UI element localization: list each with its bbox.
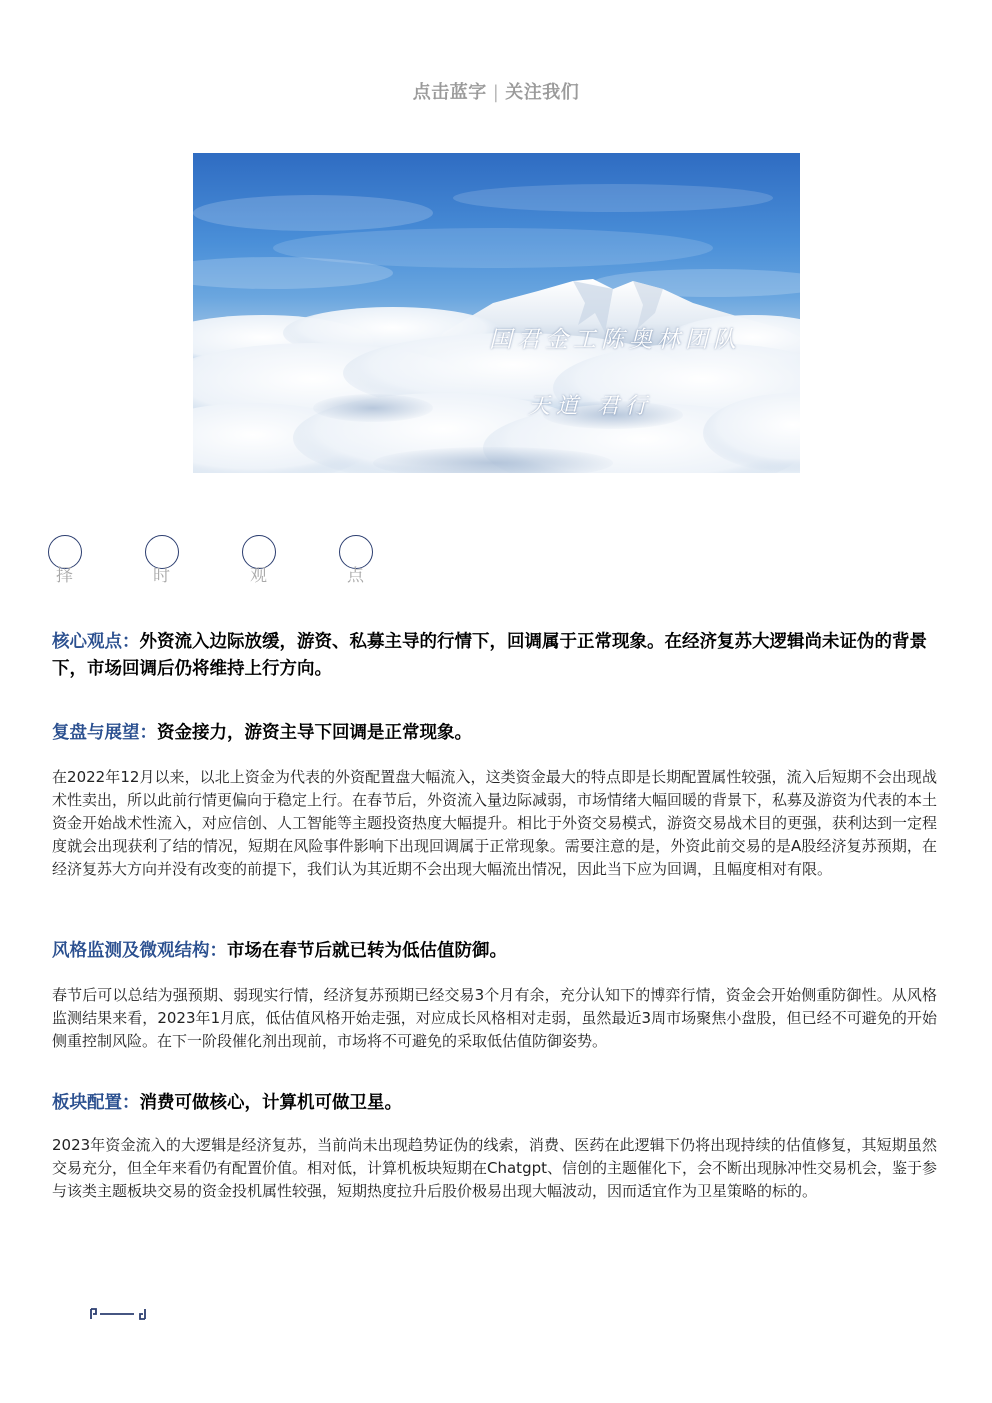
section-label: 复盘与展望： (52, 723, 157, 743)
circle-char: 择 (56, 566, 73, 586)
review-outlook-body: 在2022年12月以来，以北上资金为代表的外资配置盘大幅流入，这类资金最大的特点即是长期配置属性较强，流入后短期不会出现战术性卖出，所以此前行情更偏向于稳定上行。在春节后，外资流入量边际减弱，市场情绪大幅回暖的背景下，私募及游资为代表的本土资金开始战术性流入，对应信创、人工智能等主题投资热度大幅提升。相比于外资交易模式，游资交易战术目的更强，获利达到一定程度就会出现获利了结的情况，短期在风险事件影响下出现回调属于正常现象。需要注意的是，外资此前交易的是A股经济复苏预期，在经济复苏大方向并没有改变的前提下，我们认为其近期不会出现大幅流出情况，因此当下应为回调，且幅度相对有限。 (52, 768, 938, 878)
section-heading-text: 消费可做核心，计算机可做卫星。 (139, 1093, 402, 1113)
sector-allocation-heading (52, 1090, 937, 1117)
circle-label-4 (339, 535, 375, 595)
sector-allocation-body: 2023年资金流入的大逻辑是经济复苏，当前尚未出现趋势证伪的线索，消费、医药在此逻辑下仍将出现持续的估值修复，其短期虽然交易充分，但全年来看仍有配置价值。相对低，计算机板块短期在Chatgpt、信创的主题催化下，会不断出现脉冲性交易机会，鉴于参与该类主题板块交易的资金投机属性较强，短期热度拉升后股价极易出现大幅波动，因而适宜作为卫星策略的标的。 (52, 1136, 937, 1200)
footer-ornament-icon (90, 1305, 146, 1325)
follow-separator: | (492, 82, 500, 103)
follow-text-right: 关注我们 (505, 82, 580, 103)
section-heading-text: 资金接力，游资主导下回调是正常现象。 (157, 723, 472, 743)
circle-label-3 (242, 535, 278, 595)
style-monitoring-section (52, 938, 937, 965)
circle-label-1 (48, 535, 84, 595)
hero-banner-image (193, 153, 800, 473)
circle-char: 点 (347, 566, 364, 586)
review-outlook-heading (52, 720, 937, 747)
follow-text-left: 点击蓝字 (412, 82, 487, 103)
style-monitoring-heading (52, 938, 937, 965)
circle-label-2 (145, 535, 181, 595)
core-view-heading (52, 629, 937, 683)
review-outlook-section (52, 720, 937, 747)
core-view-section (52, 629, 937, 683)
section-heading-text: 外资流入边际放缓，游资、私募主导的行情下，回调属于正常现象。在经济复苏大逻辑尚未证伪的背景下，市场回调后仍将维持上行方向。 (52, 632, 927, 679)
hero-motto: 天道 君行 (528, 394, 653, 419)
section-label: 核心观点： (52, 632, 140, 652)
circle-char: 观 (250, 566, 267, 586)
sector-allocation-section (52, 1090, 937, 1117)
follow-us-banner[interactable] (0, 78, 992, 104)
style-monitoring-body: 春节后可以总结为强预期、弱现实行情，经济复苏预期已经交易3个月有余，充分认知下的博弈行情，资金会开始侧重防御性。从风格监测结果来看，2023年1月底，低估值风格开始走强，对应成长风格相对走弱，虽然最近3周市场聚焦小盘股，但已经不可避免的开始侧重控制风险。在下一阶段催化剂出现前，市场将不可避免的采取低估值防御姿势。 (52, 986, 937, 1050)
circle-char: 时 (153, 566, 170, 586)
section-label: 板块配置： (52, 1093, 140, 1113)
hero-team-name: 国君金工陈奥林团队 (489, 327, 741, 353)
section-heading-text: 市场在春节后就已转为低估值防御。 (227, 941, 507, 961)
mountain-cloud-scene (193, 153, 800, 473)
section-label: 风格监测及微观结构： (52, 941, 227, 961)
